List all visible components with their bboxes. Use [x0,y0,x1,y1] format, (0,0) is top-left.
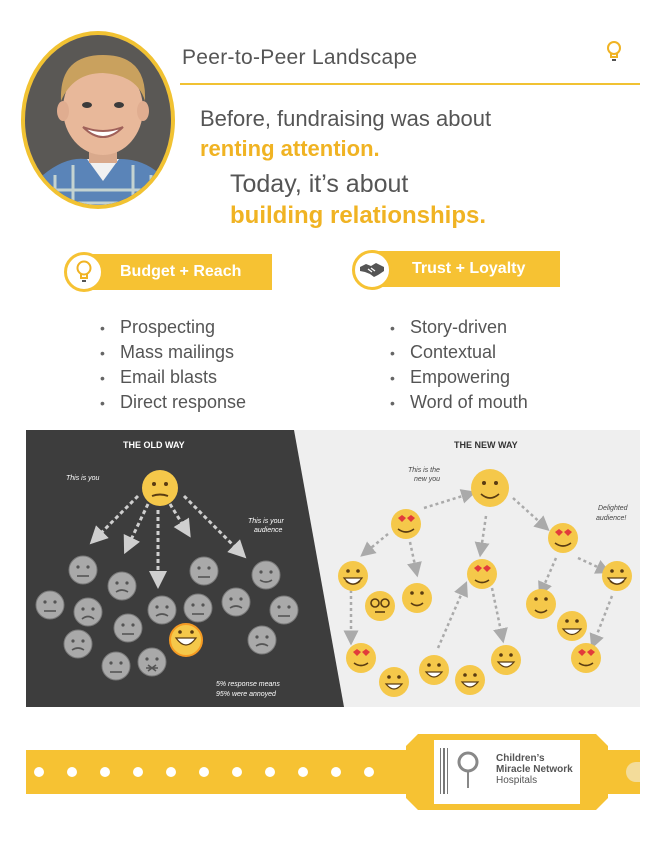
band-hole [100,767,110,777]
list-item: • Mass mailings [100,340,246,365]
band-hole [364,767,374,777]
badge-label-budget: Budget + Reach [120,263,242,280]
new-you-label-1: This is the [408,467,440,474]
band-hole [67,767,77,777]
new-delight-label-2: audience! [596,515,627,522]
intro-line-2: Today, it’s about [230,170,409,198]
band-hole [298,767,308,777]
band-hole [265,767,275,777]
old-way-title: THE OLD WAY [123,440,185,450]
band-hole [133,767,143,777]
old-audience-label-2: audience [254,527,283,534]
old-audience-label-1: This is your [248,518,284,525]
logo-line-3: Hospitals [496,775,538,786]
handshake-icon [352,250,392,290]
intro-highlight-2: building relationships. [230,202,487,229]
budget-reach-list [100,315,246,415]
list-item: • Contextual [390,340,528,365]
intro-line-1: Before, fundraising was about [200,106,492,131]
child-portrait-image [25,35,175,209]
trust-loyalty-badge [372,251,560,287]
header-divider [180,83,640,85]
new-you-label-2: new you [414,476,441,483]
logo-line-1: Children’s [496,753,545,764]
page-title: Peer-to-Peer Landscape [182,46,418,69]
lightbulb-icon [64,252,104,292]
band-snap [626,762,640,782]
list-item: • Story-driven [390,315,528,340]
cmn-logo-text [496,753,573,786]
logo-line-2: Miracle Network [496,764,573,775]
new-delight-label-1: Delighted [598,505,628,512]
old-you-label: This is you [66,475,100,482]
list-item: • Prospecting [100,315,246,340]
band-hole [232,767,242,777]
list-item: • Email blasts [100,365,246,390]
list-item: • Empowering [390,365,528,390]
band-hole [166,767,176,777]
badge-label-trust: Trust + Loyalty [412,260,526,277]
budget-reach-badge [82,254,272,290]
intro-highlight-1: renting attention. [200,136,380,161]
new-way-title: THE NEW WAY [454,440,518,450]
child-photo [21,31,175,209]
list-item: • Direct response [100,390,246,415]
list-item: • Word of mouth [390,390,528,415]
old-response-label-2: 95% were annoyed [216,691,276,698]
band-hole [331,767,341,777]
band-hole [199,767,209,777]
band-hole [34,767,44,777]
lightbulb-icon [606,40,622,69]
old-vs-new-infographic [26,430,640,707]
trust-loyalty-list [390,315,528,415]
old-response-label-1: 5% response means [216,681,280,688]
